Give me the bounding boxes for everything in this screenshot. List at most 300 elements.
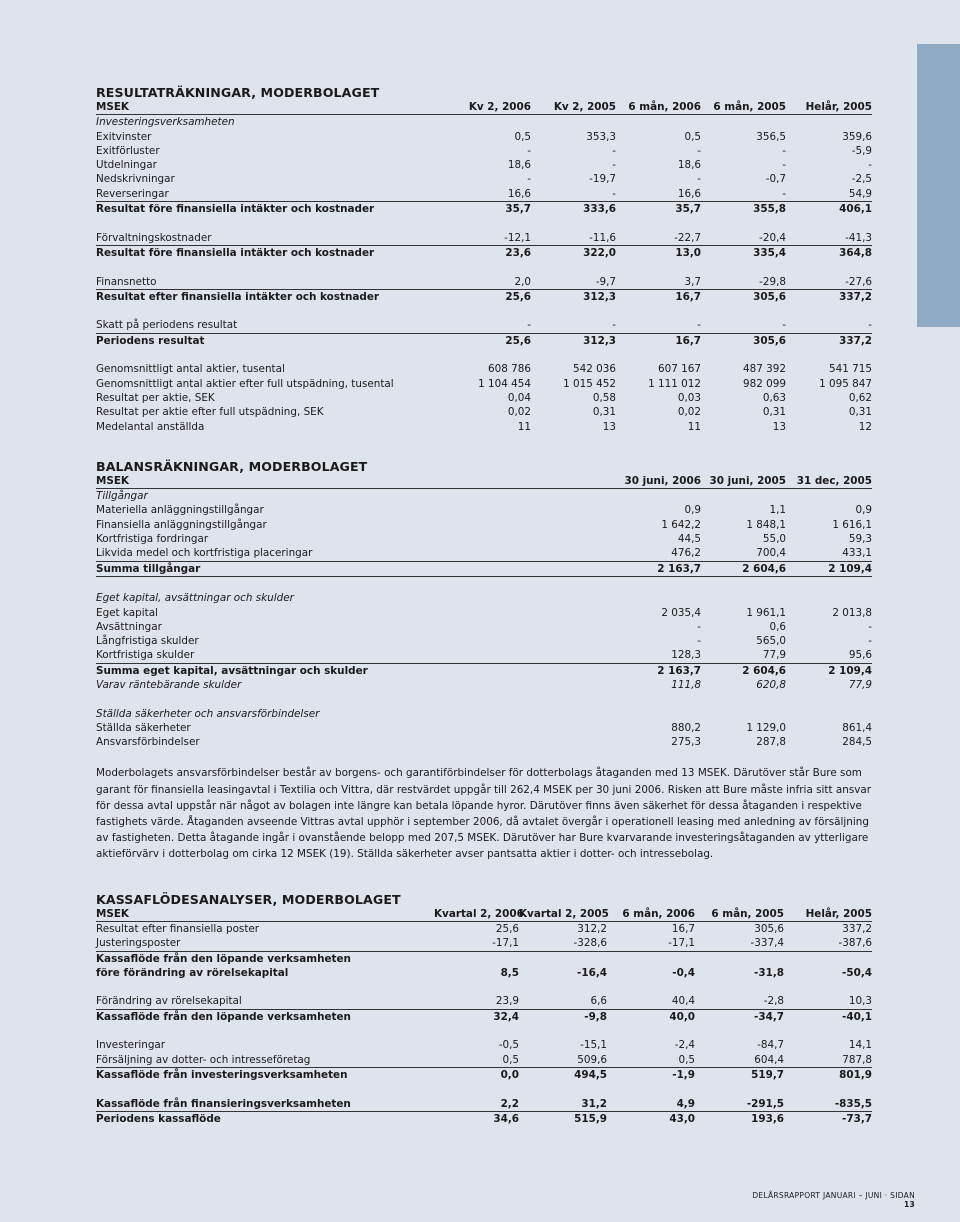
income-row bbox=[96, 245, 872, 260]
cashflow-row bbox=[96, 980, 872, 994]
row-value: 16,7 bbox=[675, 334, 701, 347]
balance-col-header: 30 juni, 2006 bbox=[616, 474, 701, 489]
row-label: Summa tillgångar bbox=[96, 561, 616, 576]
cashflow-row bbox=[96, 921, 872, 936]
row-value bbox=[701, 304, 786, 318]
balance-row bbox=[96, 489, 872, 504]
row-value bbox=[616, 260, 701, 274]
row-value: 2 604,6 bbox=[742, 664, 786, 677]
row-value: 6,6 bbox=[519, 994, 607, 1009]
row-value: -835,5 bbox=[784, 1097, 872, 1112]
row-value bbox=[519, 1024, 607, 1038]
row-value bbox=[607, 1024, 695, 1038]
row-value: 11 bbox=[517, 420, 531, 433]
balance-col-header: MSEK bbox=[96, 474, 616, 489]
row-value: - bbox=[612, 144, 616, 157]
row-value: - bbox=[527, 144, 531, 157]
row-value bbox=[434, 1024, 519, 1038]
row-value: - bbox=[697, 635, 701, 648]
row-value bbox=[786, 115, 872, 130]
row-value bbox=[784, 1082, 872, 1096]
row-label: Varav räntebärande skulder bbox=[96, 678, 242, 691]
row-value: 620,8 bbox=[756, 678, 786, 691]
row-value bbox=[519, 951, 607, 966]
row-value: 0,9 bbox=[684, 504, 701, 517]
row-value: 982 099 bbox=[743, 377, 786, 390]
balance-row bbox=[96, 532, 872, 546]
row-value bbox=[607, 980, 695, 994]
row-value: 287,8 bbox=[756, 736, 786, 749]
row-value: 77,9 bbox=[848, 678, 872, 691]
cashflow-col-header: 6 mån, 2005 bbox=[695, 907, 784, 922]
row-value bbox=[616, 692, 701, 706]
row-value: 25,6 bbox=[505, 290, 531, 303]
row-value: 1,1 bbox=[769, 504, 786, 517]
row-value: 312,2 bbox=[577, 922, 607, 935]
row-value: 565,0 bbox=[756, 635, 786, 648]
page-number: 13 bbox=[903, 1200, 915, 1209]
row-value bbox=[784, 1024, 872, 1038]
balance-row bbox=[96, 546, 872, 561]
row-label: Exitvinster bbox=[96, 130, 152, 143]
row-value: 2 109,4 bbox=[828, 664, 872, 677]
row-label: Finansiella anläggningstillgångar bbox=[96, 518, 267, 531]
row-value: -17,1 bbox=[607, 936, 695, 951]
row-value: 0,6 bbox=[769, 620, 786, 633]
row-value: 0,0 bbox=[500, 1068, 519, 1081]
income-col-header: 6 mån, 2006 bbox=[616, 100, 701, 115]
row-label: Förvaltningskostnader bbox=[96, 231, 446, 246]
row-value bbox=[701, 692, 786, 706]
row-value: 284,5 bbox=[842, 736, 872, 749]
row-value: 0,31 bbox=[848, 406, 872, 419]
row-value: 0,5 bbox=[684, 130, 701, 143]
row-label: Resultat efter finansiella poster bbox=[96, 922, 260, 935]
row-value: 509,6 bbox=[519, 1053, 607, 1068]
income-row bbox=[96, 362, 872, 376]
row-value: 305,6 bbox=[753, 334, 786, 347]
row-value: -337,4 bbox=[695, 936, 784, 951]
row-value: 16,7 bbox=[675, 290, 701, 303]
cashflow-row bbox=[96, 1097, 872, 1112]
row-value: -50,4 bbox=[842, 966, 872, 979]
row-value: 111,8 bbox=[671, 678, 701, 691]
cashflow-title: KASSAFLÖDESANALYSER, MODERBOLAGET bbox=[96, 891, 401, 907]
income-row bbox=[96, 231, 872, 246]
row-value: 494,5 bbox=[574, 1068, 607, 1081]
row-value: - bbox=[868, 620, 872, 633]
row-value: 608 786 bbox=[488, 363, 531, 376]
income-header-row bbox=[96, 100, 872, 115]
row-value: -84,7 bbox=[757, 1039, 784, 1052]
row-value: -73,7 bbox=[842, 1112, 872, 1125]
row-value: - bbox=[782, 159, 786, 172]
row-value bbox=[446, 260, 531, 274]
income-row bbox=[96, 187, 872, 202]
row-value: 1 616,1 bbox=[832, 518, 872, 531]
income-table bbox=[96, 100, 872, 434]
row-label: Resultat per aktie efter full utspädning, SEK bbox=[96, 406, 324, 419]
cashflow-row bbox=[96, 1053, 872, 1068]
row-label: Nedskrivningar bbox=[96, 173, 175, 186]
income-row bbox=[96, 144, 872, 158]
row-value bbox=[616, 489, 701, 504]
row-value: -387,6 bbox=[784, 936, 872, 951]
row-value: 1 015 452 bbox=[563, 377, 616, 390]
income-col-header: Kv 2, 2005 bbox=[531, 100, 616, 115]
row-value: - bbox=[697, 144, 701, 157]
row-value bbox=[695, 1024, 784, 1038]
row-value: - bbox=[786, 318, 872, 333]
row-value bbox=[446, 348, 531, 362]
row-value: - bbox=[531, 187, 616, 202]
row-value bbox=[434, 980, 519, 994]
balance-row bbox=[96, 707, 872, 721]
row-label bbox=[96, 1082, 434, 1096]
row-value: 2 109,4 bbox=[786, 561, 872, 576]
row-value: 355,8 bbox=[753, 203, 786, 216]
row-value: 55,0 bbox=[762, 533, 786, 546]
row-value: -34,7 bbox=[754, 1010, 784, 1023]
row-value bbox=[784, 951, 872, 966]
row-value: 359,6 bbox=[842, 130, 872, 143]
row-value: 2 013,8 bbox=[832, 606, 872, 619]
row-value: 14,1 bbox=[848, 1039, 872, 1052]
row-value: 0,02 bbox=[507, 406, 531, 419]
income-col-header: MSEK bbox=[96, 100, 446, 115]
income-row bbox=[96, 158, 872, 172]
row-value: -0,5 bbox=[498, 1039, 519, 1052]
row-value: -16,4 bbox=[577, 966, 607, 979]
footer-text: DELÅRSRAPPORT JANUARI – JUNI · SIDAN bbox=[752, 1191, 915, 1200]
balance-col-header: 31 dec, 2005 bbox=[786, 474, 872, 489]
row-value: -17,1 bbox=[434, 936, 519, 951]
row-value: - bbox=[531, 318, 616, 333]
row-label: Likvida medel och kortfristiga placeringar bbox=[96, 546, 616, 561]
row-value: 1 961,1 bbox=[746, 606, 786, 619]
row-value bbox=[701, 115, 786, 130]
row-value: 433,1 bbox=[786, 546, 872, 561]
row-value: -20,4 bbox=[701, 231, 786, 246]
row-value: 356,5 bbox=[756, 130, 786, 143]
row-label: Utdelningar bbox=[96, 159, 157, 172]
row-value: - bbox=[697, 620, 701, 633]
row-value: - bbox=[446, 318, 531, 333]
row-value bbox=[616, 591, 701, 605]
row-value: -2,8 bbox=[695, 994, 784, 1009]
row-value: 25,6 bbox=[495, 922, 519, 935]
row-value: 23,9 bbox=[434, 994, 519, 1009]
row-value bbox=[616, 348, 701, 362]
row-value bbox=[695, 980, 784, 994]
row-value: -27,6 bbox=[786, 275, 872, 290]
commitments-paragraph: Moderbolagets ansvarsförbindelser består av borgens- och garantiförbindelser för dotterbolags åtaganden med 13 MSEK. Därutöver står Bure som garant för finansiella leasingavtal i Textilia och Vittra, där restvärdet uppgår till 262,4 MSEK per 30 juni 2006. Risken att Bure måste infria sitt ansvar för dessa avtal uppstår när något av bolagen inte längre kan betala löpande hyror. Därutöver finns även säkerhet för dessa åtaganden i respektive fastighets värde. Åtaganden avseende Vittras avtal upphör i september 2006, då avtalet övergår i operationell leasing med anledning av försäljning av fastigheten. Detta åtagande ingår i ovanstående belopp med 207,5 MSEK. Därutöver har Bure kvarvarande investeringsåtaganden av ytterligare aktieförvärv i dotterbolag om cirka 12 MSEK (19). Ställda säkerheter avser pantsatta aktier i dotter- och intressebolag. bbox=[96, 767, 872, 861]
cashflow-row bbox=[96, 936, 872, 951]
page-content bbox=[96, 86, 872, 1126]
row-value: 18,6 bbox=[677, 159, 701, 172]
row-value bbox=[695, 1082, 784, 1096]
row-value bbox=[519, 980, 607, 994]
row-value: 515,9 bbox=[574, 1112, 607, 1125]
row-value: - bbox=[868, 635, 872, 648]
balance-row bbox=[96, 591, 872, 605]
row-value: 700,4 bbox=[701, 546, 786, 561]
row-value: - bbox=[701, 187, 786, 202]
row-value: 1 642,2 bbox=[661, 518, 701, 531]
row-value: -40,1 bbox=[842, 1010, 872, 1023]
row-value: 312,3 bbox=[583, 334, 616, 347]
balance-row bbox=[96, 561, 872, 576]
row-value bbox=[446, 216, 531, 230]
row-value bbox=[701, 216, 786, 230]
row-label: Skatt på periodens resultat bbox=[96, 318, 446, 333]
page-footer bbox=[740, 1191, 915, 1209]
row-value: -291,5 bbox=[695, 1097, 784, 1112]
row-value: -9,8 bbox=[584, 1010, 607, 1023]
row-label: Summa eget kapital, avsättningar och skulder bbox=[96, 664, 368, 677]
row-label bbox=[96, 576, 616, 591]
row-value bbox=[616, 304, 701, 318]
row-value: 0,5 bbox=[607, 1053, 695, 1068]
row-value: - bbox=[782, 144, 786, 157]
row-value: 32,4 bbox=[493, 1010, 519, 1023]
row-value bbox=[701, 348, 786, 362]
row-value: -12,1 bbox=[446, 231, 531, 246]
row-value: 0,63 bbox=[762, 391, 786, 404]
balance-col-header: 30 juni, 2005 bbox=[701, 474, 786, 489]
row-value bbox=[616, 707, 701, 721]
row-value: 0,02 bbox=[677, 406, 701, 419]
row-label: Genomsnittligt antal aktier efter full utspädning, tusental bbox=[96, 377, 394, 390]
row-value: 59,3 bbox=[848, 533, 872, 546]
row-label: Kassaflöde från den löpande verksamheten bbox=[96, 1010, 351, 1023]
row-label: Försäljning av dotter- och intresseföretag bbox=[96, 1053, 434, 1068]
row-label: Medelantal anställda bbox=[96, 420, 205, 433]
cashflow-col-header: MSEK bbox=[96, 907, 434, 922]
balance-row bbox=[96, 503, 872, 517]
row-label: Resultat före finansiella intäkter och kostnader bbox=[96, 203, 375, 216]
income-row bbox=[96, 289, 872, 304]
row-value: 861,4 bbox=[842, 721, 872, 734]
income-row bbox=[96, 172, 872, 186]
row-value bbox=[786, 216, 872, 230]
balance-row bbox=[96, 678, 872, 692]
row-value: 1 095 847 bbox=[819, 377, 872, 390]
row-value: 54,9 bbox=[786, 187, 872, 202]
cashflow-col-header: 6 mån, 2006 bbox=[607, 907, 695, 922]
cashflow-row bbox=[96, 1082, 872, 1096]
row-value: 0,5 bbox=[434, 1053, 519, 1068]
row-value bbox=[786, 348, 872, 362]
row-value: 337,2 bbox=[839, 290, 872, 303]
balance-row bbox=[96, 721, 872, 735]
row-value: 2 163,7 bbox=[657, 664, 701, 677]
row-value: 16,7 bbox=[671, 922, 695, 935]
row-value bbox=[784, 980, 872, 994]
row-value bbox=[616, 216, 701, 230]
row-value: 40,4 bbox=[607, 994, 695, 1009]
row-label: Tillgångar bbox=[96, 490, 148, 503]
income-row bbox=[96, 391, 872, 405]
row-value: 335,4 bbox=[753, 246, 786, 259]
row-label: Exitförluster bbox=[96, 144, 160, 157]
row-value bbox=[446, 115, 531, 130]
row-label: Justeringsposter bbox=[96, 936, 434, 951]
row-label: Kassaflöde från investeringsverksamheten bbox=[96, 1068, 348, 1081]
row-value: 193,6 bbox=[751, 1112, 784, 1125]
row-value: - bbox=[697, 173, 701, 186]
row-value: 0,04 bbox=[507, 391, 531, 404]
income-row bbox=[96, 202, 872, 217]
row-value: 487 392 bbox=[743, 363, 786, 376]
balance-title: BALANSRÄKNINGAR, MODERBOLAGET bbox=[96, 458, 368, 474]
row-value: 541 715 bbox=[829, 363, 872, 376]
row-value bbox=[701, 591, 786, 605]
row-value: 604,4 bbox=[695, 1053, 784, 1068]
income-row bbox=[96, 420, 872, 434]
row-value: -11,6 bbox=[531, 231, 616, 246]
row-value bbox=[701, 576, 786, 591]
balance-row bbox=[96, 576, 872, 591]
row-value: 607 167 bbox=[658, 363, 701, 376]
row-label: Investeringar bbox=[96, 1039, 166, 1052]
row-value: 2,0 bbox=[446, 275, 531, 290]
row-value: - bbox=[701, 318, 786, 333]
row-value: 25,6 bbox=[505, 334, 531, 347]
row-value: 305,6 bbox=[754, 922, 784, 935]
row-value: 16,6 bbox=[616, 187, 701, 202]
row-value: 880,2 bbox=[671, 721, 701, 734]
row-value: 1 104 454 bbox=[478, 377, 531, 390]
row-value: 0,9 bbox=[855, 504, 872, 517]
row-value bbox=[434, 951, 519, 966]
cashflow-col-header: Kvartal 2, 2005 bbox=[519, 907, 609, 920]
balance-row bbox=[96, 606, 872, 620]
row-value bbox=[695, 951, 784, 966]
row-value: -19,7 bbox=[589, 173, 616, 186]
income-col-header: Kv 2, 2006 bbox=[446, 100, 531, 115]
row-value: -328,6 bbox=[519, 936, 607, 951]
row-label: Förändring av rörelsekapital bbox=[96, 994, 434, 1009]
row-value bbox=[786, 707, 872, 721]
row-label: Ställda säkerheter och ansvarsförbindelser bbox=[96, 707, 320, 720]
row-value: 1 129,0 bbox=[746, 721, 786, 734]
income-row bbox=[96, 318, 872, 333]
row-value: 10,3 bbox=[784, 994, 872, 1009]
balance-table bbox=[96, 474, 872, 750]
row-value bbox=[616, 576, 701, 591]
row-value bbox=[531, 216, 616, 230]
row-value: 0,03 bbox=[677, 391, 701, 404]
row-label: Kassaflöde från den löpande verksamheten bbox=[96, 952, 351, 965]
row-value: 31,2 bbox=[519, 1097, 607, 1112]
row-label: Långfristiga skulder bbox=[96, 635, 199, 648]
balance-row bbox=[96, 692, 872, 706]
row-label: Kortfristiga fordringar bbox=[96, 533, 209, 546]
row-value: 43,0 bbox=[669, 1112, 695, 1125]
balance-row bbox=[96, 648, 872, 663]
balance-header-row bbox=[96, 474, 872, 489]
cashflow-col-header: Kvartal 2, 2006 bbox=[434, 907, 524, 920]
row-label bbox=[96, 348, 446, 362]
row-value bbox=[531, 260, 616, 274]
row-value: 3,7 bbox=[616, 275, 701, 290]
row-value: 0,31 bbox=[592, 406, 616, 419]
row-value: 337,2 bbox=[839, 334, 872, 347]
row-value: 95,6 bbox=[786, 648, 872, 663]
row-value bbox=[531, 115, 616, 130]
cashflow-row bbox=[96, 1111, 872, 1126]
row-label: Kortfristiga skulder bbox=[96, 648, 616, 663]
row-value bbox=[616, 115, 701, 130]
income-col-header: 6 mån, 2005 bbox=[701, 100, 786, 115]
cashflow-table bbox=[96, 907, 872, 1126]
row-value: 77,9 bbox=[701, 648, 786, 663]
row-label: Materiella anläggningstillgångar bbox=[96, 504, 264, 517]
row-value: -15,1 bbox=[580, 1039, 607, 1052]
row-label: Resultat efter finansiella intäkter och kostnader bbox=[96, 290, 379, 303]
cashflow-row bbox=[96, 1009, 872, 1024]
row-value bbox=[607, 1082, 695, 1096]
row-value: 364,8 bbox=[839, 246, 872, 259]
row-label: Ställda säkerheter bbox=[96, 721, 191, 734]
row-label: Kassaflöde från finansieringsverksamheten bbox=[96, 1097, 434, 1112]
row-value: 12 bbox=[858, 420, 872, 433]
cashflow-row bbox=[96, 1067, 872, 1082]
row-value: -31,8 bbox=[754, 966, 784, 979]
row-value bbox=[531, 304, 616, 318]
row-value: -2,5 bbox=[851, 173, 872, 186]
income-row bbox=[96, 115, 872, 130]
row-label: Periodens kassaflöde bbox=[96, 1112, 221, 1125]
row-value: 2 035,4 bbox=[661, 606, 701, 619]
row-value: 519,7 bbox=[751, 1068, 784, 1081]
row-label bbox=[96, 692, 616, 706]
row-value: -9,7 bbox=[531, 275, 616, 290]
row-value: -1,9 bbox=[672, 1068, 695, 1081]
row-value: - bbox=[868, 159, 872, 172]
income-title: RESULTATRÄKNINGAR, MODERBOLAGET bbox=[96, 85, 380, 100]
row-value: 13 bbox=[772, 420, 786, 433]
row-value: 13,0 bbox=[675, 246, 701, 259]
row-label bbox=[96, 304, 446, 318]
row-value: 322,0 bbox=[583, 246, 616, 259]
row-value: 476,2 bbox=[616, 546, 701, 561]
row-value bbox=[786, 692, 872, 706]
row-label: Resultat per aktie, SEK bbox=[96, 391, 215, 404]
row-value: 1 848,1 bbox=[746, 518, 786, 531]
row-value: 4,9 bbox=[607, 1097, 695, 1112]
row-label: Resultat före finansiella intäkter och kostnader bbox=[96, 246, 375, 259]
cashflow-row bbox=[96, 1038, 872, 1052]
row-label: Avsättningar bbox=[96, 620, 162, 633]
income-row bbox=[96, 304, 872, 318]
cashflow-row bbox=[96, 994, 872, 1009]
side-tab-decoration bbox=[917, 44, 960, 327]
row-value: 0,58 bbox=[592, 391, 616, 404]
cashflow-row bbox=[96, 951, 872, 966]
row-value: 44,5 bbox=[677, 533, 701, 546]
row-value bbox=[531, 348, 616, 362]
row-value bbox=[786, 260, 872, 274]
row-value bbox=[786, 304, 872, 318]
row-value: 35,7 bbox=[675, 203, 701, 216]
income-row bbox=[96, 333, 872, 348]
row-label bbox=[96, 1024, 434, 1038]
row-label: före förändring av rörelsekapital bbox=[96, 966, 289, 979]
row-value bbox=[701, 489, 786, 504]
row-label: Eget kapital, avsättningar och skulder bbox=[96, 592, 294, 605]
